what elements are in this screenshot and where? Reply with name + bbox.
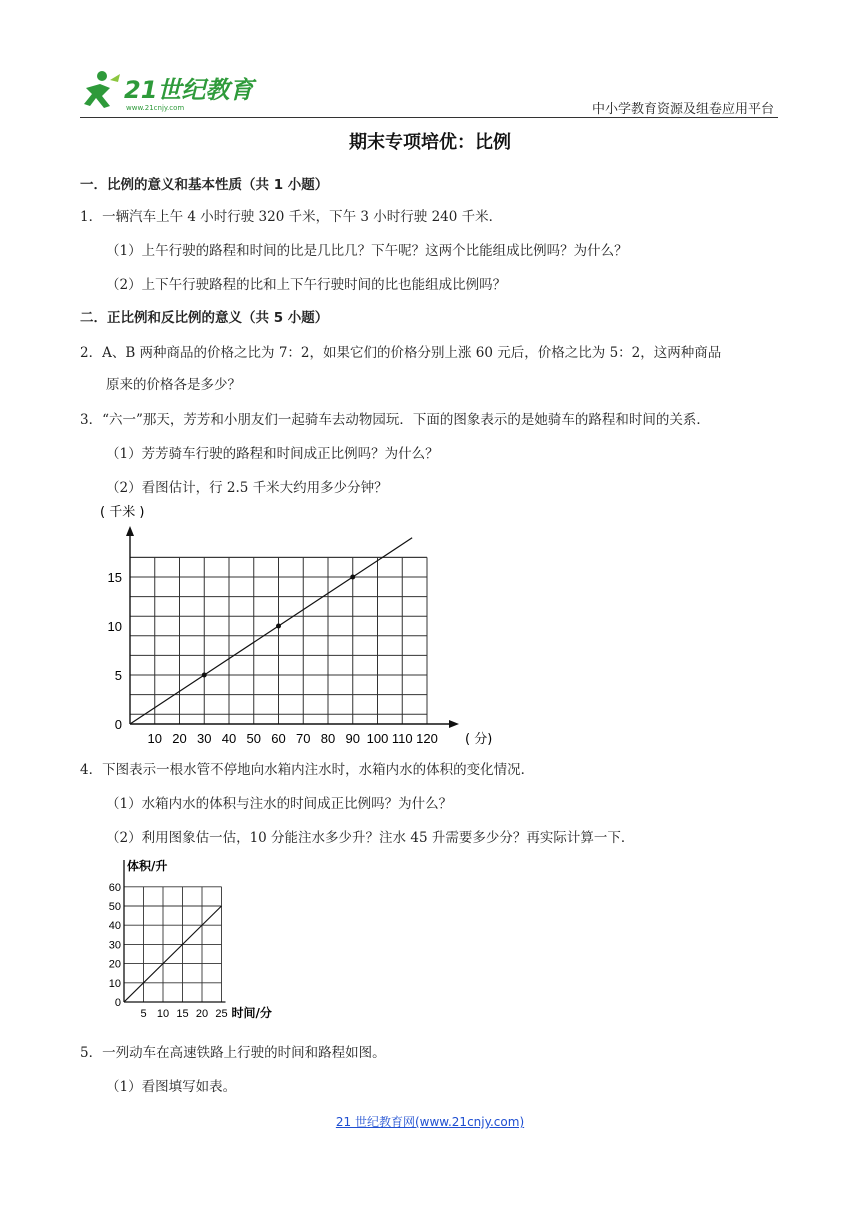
section-heading-1: 一．比例的意义和基本性质（共 1 小题） (80, 177, 329, 193)
x-tick-label: 30 (197, 731, 212, 746)
data-point (202, 673, 207, 678)
x-tick-label: 10 (156, 1008, 170, 1020)
x-tick-label: 110 (391, 731, 413, 746)
y-tick-label: 20 (108, 958, 121, 971)
section-heading-2: 二．正比例和反比例的意义（共 5 小题） (80, 310, 329, 326)
question-3-stem: 3．“六一”那天，芳芳和小朋友们一起骑车去动物园玩．下面的图象表示的是她骑车的路程和时间的关系． (80, 412, 710, 428)
data-point (350, 575, 355, 580)
question-4-stem: 4．下图表示一根水管不停地向水箱内注水时，水箱内水的体积的变化情况． (80, 762, 535, 778)
volume-time-chart (96, 856, 306, 1026)
question-2-stem: 2．A、B 两种商品的价格之比为 7：2，如果它们的价格分别上涨 60 元后，价格之比为 5：2，这两种商品 (80, 345, 722, 361)
origin-label: 0 (114, 717, 122, 732)
x-tick-label: 20 (195, 1008, 209, 1020)
x-tick-label: 120 (416, 731, 438, 746)
question-3-sub-2: （2）看图估计，行 2.5 千米大约用多少分钟？ (106, 480, 388, 496)
question-4-sub-2: （2）利用图象估一估，10 分能注水多少升？注水 45 升需要多少分？再实际计算一下． (106, 830, 635, 846)
origin-label: 0 (114, 997, 121, 1009)
runner-icon (84, 71, 120, 108)
x-tick-label: 5 (140, 1008, 147, 1020)
distance-time-chart (80, 498, 560, 750)
x-axis-label: ( 分) (465, 732, 493, 747)
x-tick-label: 10 (147, 731, 162, 746)
question-5-sub-1: （1）看图填写如表。 (106, 1079, 237, 1095)
y-tick-label: 30 (108, 939, 121, 952)
x-tick-label: 25 (215, 1008, 228, 1020)
y-tick-label: 15 (107, 570, 122, 585)
question-1-sub-2: （2）上下午行驶路程的比和上下午行驶时间的比也能组成比例吗？ (106, 277, 507, 293)
x-tick-label: 15 (176, 1008, 189, 1020)
x-tick-label: 80 (320, 731, 336, 746)
y-tick-label: 10 (107, 619, 122, 634)
data-point (276, 624, 281, 629)
question-2-stem-cont: 原来的价格各是多少？ (106, 377, 241, 393)
y-tick-label: 40 (108, 920, 121, 933)
question-3-sub-1: （1）芳芳骑车行驶的路程和时间成正比例吗？为什么？ (106, 446, 439, 462)
x-tick-label: 70 (296, 731, 311, 746)
y-axis-arrow (126, 526, 134, 536)
logo (80, 66, 300, 116)
x-axis-arrow (449, 720, 459, 728)
y-axis-label: 体积/升 (127, 859, 168, 873)
y-tick-label: 50 (108, 901, 121, 913)
page-title: 期末专项培优：比例 (349, 132, 511, 153)
y-tick-label: 5 (114, 668, 122, 683)
y-axis-label: ( 千米 ) (100, 505, 145, 520)
series-line (130, 538, 412, 724)
footer-link[interactable]: 21 世纪教育网(www.21cnjy.com) (335, 1115, 525, 1129)
x-tick-label: 60 (271, 731, 286, 746)
x-tick-label: 100 (366, 731, 389, 746)
series-line (124, 906, 222, 1002)
question-5-stem: 5．一列动车在高速铁路上行驶的时间和路程如图。 (80, 1045, 386, 1061)
y-tick-label: 10 (108, 977, 121, 990)
x-tick-label: 50 (246, 731, 261, 746)
footer (0, 1113, 860, 1130)
question-4-sub-1: （1）水箱内水的体积与注水的时间成正比例吗？为什么？ (106, 796, 453, 812)
logo-url: www.21cnjy.com (126, 104, 185, 112)
x-tick-label: 40 (221, 731, 237, 746)
y-tick-label: 60 (108, 881, 121, 894)
x-tick-label: 90 (345, 731, 360, 746)
platform-name: 中小学教育资源及组卷应用平台 (591, 102, 774, 117)
x-tick-label: 20 (172, 731, 187, 746)
header-divider (80, 117, 778, 118)
question-1-sub-1: （1）上午行驶的路程和时间的比是几比几？下午呢？这两个比能组成比例吗？为什么？ (106, 243, 628, 259)
page-header (80, 62, 778, 120)
x-axis-label: 时间/分 (231, 1006, 272, 1020)
logo-text: 21世纪教育 (124, 76, 254, 104)
question-1-stem: 1．一辆汽车上午 4 小时行驶 320 千米，下午 3 小时行驶 240 千米． (80, 209, 503, 225)
